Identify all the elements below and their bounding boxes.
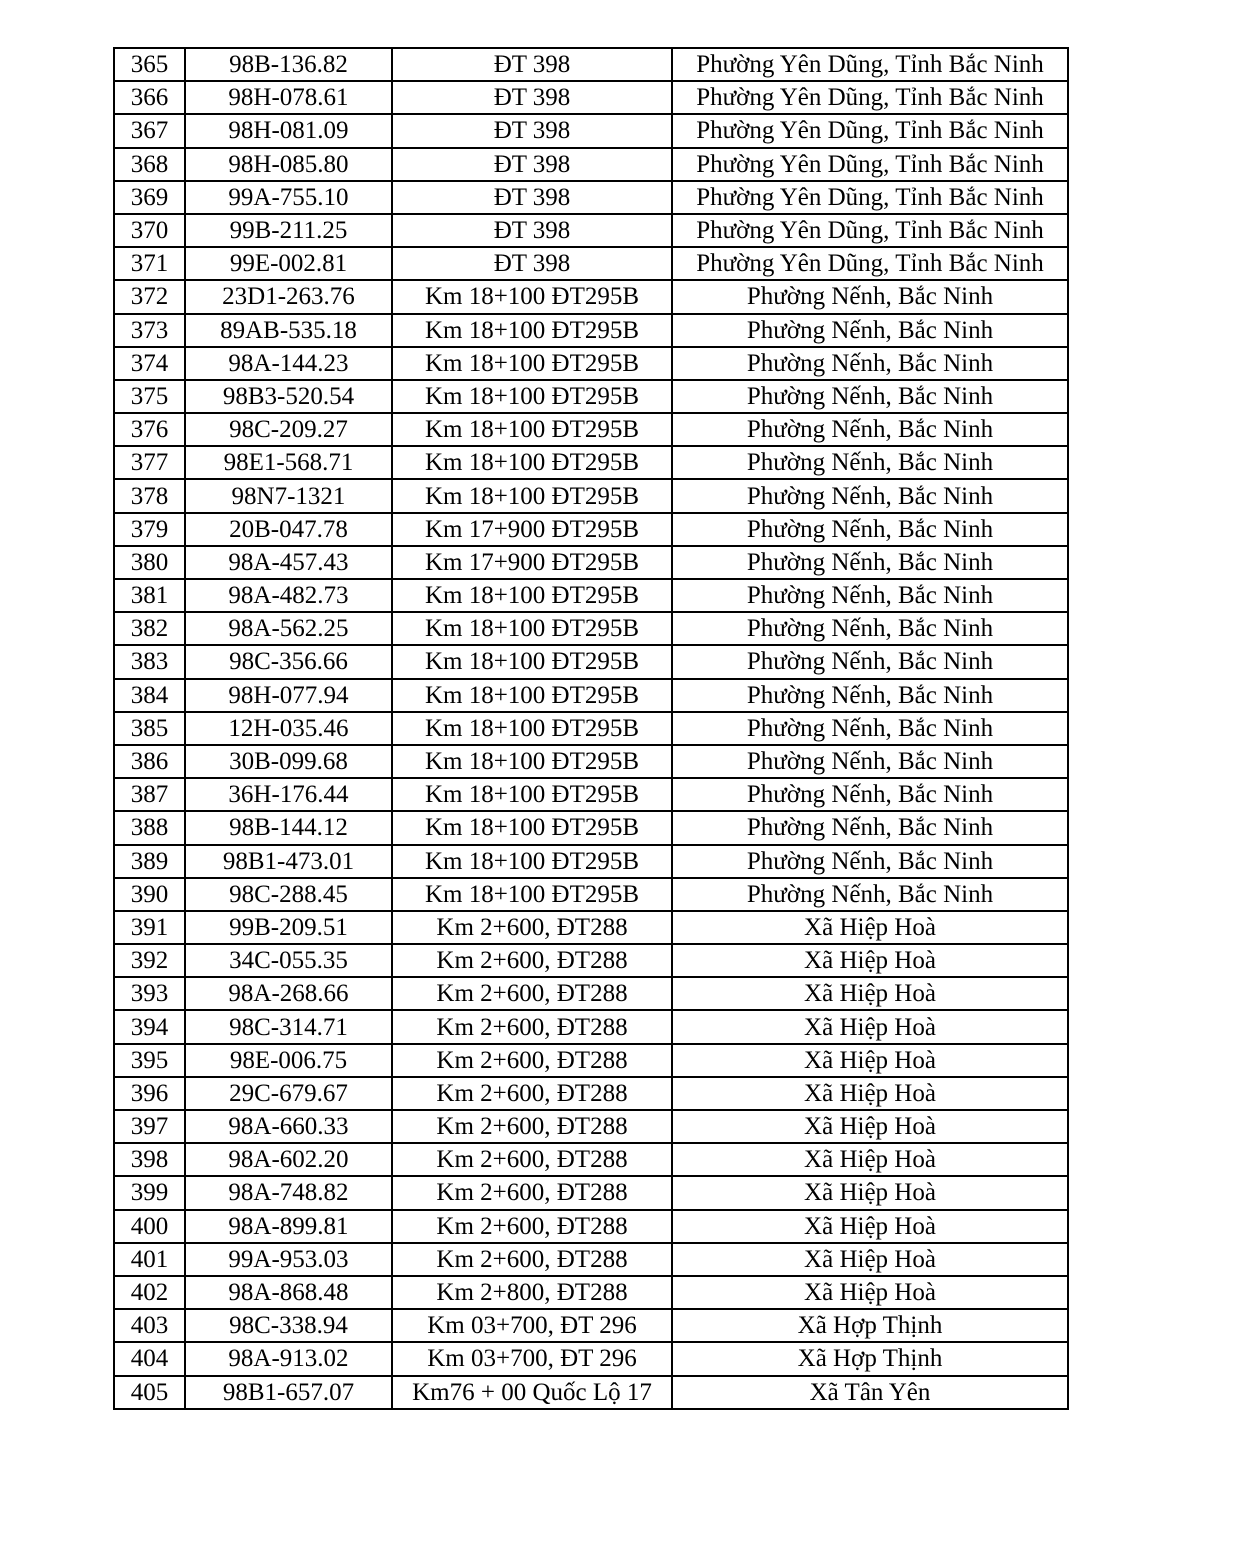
- license-plate-cell: 98C-338.94: [185, 1309, 392, 1342]
- license-plate-cell: 98C-356.66: [185, 645, 392, 678]
- license-plate-cell: 99A-953.03: [185, 1243, 392, 1276]
- row-number-cell: 377: [114, 446, 185, 479]
- table-row: [114, 1342, 1068, 1375]
- row-number-cell: 404: [114, 1342, 185, 1375]
- violation-location-cell: Km 2+600, ĐT288: [392, 1044, 672, 1077]
- administrative-unit-cell: Xã Hiệp Hoà: [672, 1077, 1068, 1110]
- violation-location-cell: Km 18+100 ĐT295B: [392, 413, 672, 446]
- violation-location-cell: Km 18+100 ĐT295B: [392, 280, 672, 313]
- violation-location-cell: Km 2+600, ĐT288: [392, 944, 672, 977]
- row-number-cell: 381: [114, 579, 185, 612]
- row-number-cell: 375: [114, 380, 185, 413]
- row-number-cell: 365: [114, 48, 185, 81]
- violation-location-cell: Km 17+900 ĐT295B: [392, 546, 672, 579]
- row-number-cell: 376: [114, 413, 185, 446]
- row-number-cell: 402: [114, 1276, 185, 1309]
- violation-location-cell: ĐT 398: [392, 181, 672, 214]
- violation-location-cell: ĐT 398: [392, 114, 672, 147]
- row-number-cell: 403: [114, 1309, 185, 1342]
- table-row: [114, 280, 1068, 313]
- administrative-unit-cell: Xã Hiệp Hoà: [672, 1276, 1068, 1309]
- table-row: [114, 878, 1068, 911]
- license-plate-cell: 98A-562.25: [185, 612, 392, 645]
- table-row: [114, 679, 1068, 712]
- row-number-cell: 372: [114, 280, 185, 313]
- table-row: [114, 1044, 1068, 1077]
- administrative-unit-cell: Phường Nếnh, Bắc Ninh: [672, 513, 1068, 546]
- row-number-cell: 368: [114, 148, 185, 181]
- license-plate-cell: 99A-755.10: [185, 181, 392, 214]
- violation-location-cell: Km76 + 00 Quốc Lộ 17: [392, 1376, 672, 1409]
- violation-location-cell: Km 2+800, ĐT288: [392, 1276, 672, 1309]
- license-plate-cell: 99E-002.81: [185, 247, 392, 280]
- administrative-unit-cell: Phường Nếnh, Bắc Ninh: [672, 380, 1068, 413]
- table-row: [114, 546, 1068, 579]
- table-row: [114, 413, 1068, 446]
- table-row: [114, 977, 1068, 1010]
- table-row: [114, 778, 1068, 811]
- violation-location-cell: Km 17+900 ĐT295B: [392, 513, 672, 546]
- row-number-cell: 387: [114, 778, 185, 811]
- table-row: [114, 81, 1068, 114]
- table-row: [114, 148, 1068, 181]
- license-plate-cell: 98H-085.80: [185, 148, 392, 181]
- administrative-unit-cell: Phường Nếnh, Bắc Ninh: [672, 314, 1068, 347]
- violation-location-cell: Km 18+100 ĐT295B: [392, 479, 672, 512]
- table-row: [114, 48, 1068, 81]
- violation-location-cell: Km 2+600, ĐT288: [392, 1077, 672, 1110]
- administrative-unit-cell: Phường Nếnh, Bắc Ninh: [672, 413, 1068, 446]
- administrative-unit-cell: Phường Yên Dũng, Tỉnh Bắc Ninh: [672, 181, 1068, 214]
- license-plate-cell: 89AB-535.18: [185, 314, 392, 347]
- administrative-unit-cell: Phường Yên Dũng, Tỉnh Bắc Ninh: [672, 148, 1068, 181]
- administrative-unit-cell: Xã Hiệp Hoà: [672, 1044, 1068, 1077]
- violation-location-cell: Km 18+100 ĐT295B: [392, 811, 672, 844]
- table-row: [114, 1110, 1068, 1143]
- table-row: [114, 579, 1068, 612]
- table-row: [114, 944, 1068, 977]
- administrative-unit-cell: Xã Hợp Thịnh: [672, 1342, 1068, 1375]
- administrative-unit-cell: Xã Hiệp Hoà: [672, 1243, 1068, 1276]
- license-plate-cell: 29C-679.67: [185, 1077, 392, 1110]
- row-number-cell: 388: [114, 811, 185, 844]
- table-row: [114, 1309, 1068, 1342]
- administrative-unit-cell: Xã Tân Yên: [672, 1376, 1068, 1409]
- administrative-unit-cell: Xã Hiệp Hoà: [672, 911, 1068, 944]
- violation-location-cell: Km 2+600, ĐT288: [392, 1210, 672, 1243]
- violation-location-cell: Km 2+600, ĐT288: [392, 911, 672, 944]
- row-number-cell: 378: [114, 479, 185, 512]
- violation-location-cell: Km 18+100 ĐT295B: [392, 745, 672, 778]
- table-row: [114, 911, 1068, 944]
- violation-location-cell: ĐT 398: [392, 214, 672, 247]
- administrative-unit-cell: Xã Hiệp Hoà: [672, 1010, 1068, 1043]
- table-row: [114, 1210, 1068, 1243]
- table-row: [114, 745, 1068, 778]
- table-row: [114, 347, 1068, 380]
- table-row: [114, 247, 1068, 280]
- license-plate-cell: 98E-006.75: [185, 1044, 392, 1077]
- license-plate-cell: 98B-136.82: [185, 48, 392, 81]
- violation-location-cell: ĐT 398: [392, 81, 672, 114]
- violation-location-cell: Km 18+100 ĐT295B: [392, 778, 672, 811]
- document-page: [113, 47, 1069, 1410]
- license-plate-cell: 98H-077.94: [185, 679, 392, 712]
- row-number-cell: 397: [114, 1110, 185, 1143]
- violation-location-cell: Km 2+600, ĐT288: [392, 1243, 672, 1276]
- table-row: [114, 811, 1068, 844]
- license-plate-cell: 98A-748.82: [185, 1176, 392, 1209]
- violation-location-cell: Km 18+100 ĐT295B: [392, 679, 672, 712]
- row-number-cell: 366: [114, 81, 185, 114]
- administrative-unit-cell: Phường Nếnh, Bắc Ninh: [672, 745, 1068, 778]
- row-number-cell: 369: [114, 181, 185, 214]
- table-row: [114, 479, 1068, 512]
- row-number-cell: 383: [114, 645, 185, 678]
- table-row: [114, 181, 1068, 214]
- administrative-unit-cell: Xã Hiệp Hoà: [672, 1110, 1068, 1143]
- administrative-unit-cell: Phường Nếnh, Bắc Ninh: [672, 280, 1068, 313]
- license-plate-cell: 30B-099.68: [185, 745, 392, 778]
- license-plate-cell: 98H-078.61: [185, 81, 392, 114]
- violation-location-cell: Km 18+100 ĐT295B: [392, 712, 672, 745]
- violation-location-cell: Km 18+100 ĐT295B: [392, 380, 672, 413]
- license-plate-cell: 98B1-657.07: [185, 1376, 392, 1409]
- license-plate-cell: 98C-288.45: [185, 878, 392, 911]
- violation-location-cell: Km 03+700, ĐT 296: [392, 1309, 672, 1342]
- license-plate-cell: 98A-482.73: [185, 579, 392, 612]
- table-row: [114, 114, 1068, 147]
- violation-location-cell: Km 18+100 ĐT295B: [392, 645, 672, 678]
- row-number-cell: 395: [114, 1044, 185, 1077]
- row-number-cell: 394: [114, 1010, 185, 1043]
- table-row: [114, 845, 1068, 878]
- violation-location-cell: Km 2+600, ĐT288: [392, 1110, 672, 1143]
- administrative-unit-cell: Phường Nếnh, Bắc Ninh: [672, 778, 1068, 811]
- license-plate-cell: 98B-144.12: [185, 811, 392, 844]
- table-row: [114, 612, 1068, 645]
- administrative-unit-cell: Phường Yên Dũng, Tỉnh Bắc Ninh: [672, 247, 1068, 280]
- row-number-cell: 398: [114, 1143, 185, 1176]
- license-plate-cell: 98A-268.66: [185, 977, 392, 1010]
- administrative-unit-cell: Phường Nếnh, Bắc Ninh: [672, 679, 1068, 712]
- administrative-unit-cell: Phường Nếnh, Bắc Ninh: [672, 479, 1068, 512]
- administrative-unit-cell: Xã Hiệp Hoà: [672, 977, 1068, 1010]
- violation-location-cell: Km 18+100 ĐT295B: [392, 612, 672, 645]
- table-row: [114, 1243, 1068, 1276]
- license-plate-cell: 98B3-520.54: [185, 380, 392, 413]
- violation-location-cell: ĐT 398: [392, 48, 672, 81]
- table-row: [114, 1276, 1068, 1309]
- administrative-unit-cell: Xã Hợp Thịnh: [672, 1309, 1068, 1342]
- table-row: [114, 712, 1068, 745]
- row-number-cell: 373: [114, 314, 185, 347]
- row-number-cell: 379: [114, 513, 185, 546]
- license-plate-cell: 99B-211.25: [185, 214, 392, 247]
- table-row: [114, 446, 1068, 479]
- license-plate-cell: 98A-144.23: [185, 347, 392, 380]
- table-row: [114, 1010, 1068, 1043]
- table-row: [114, 1077, 1068, 1110]
- license-plate-cell: 98C-314.71: [185, 1010, 392, 1043]
- license-plate-cell: 20B-047.78: [185, 513, 392, 546]
- license-plate-cell: 98H-081.09: [185, 114, 392, 147]
- license-plate-cell: 98A-868.48: [185, 1276, 392, 1309]
- license-plate-cell: 98A-457.43: [185, 546, 392, 579]
- table-body: [114, 48, 1068, 1409]
- license-plate-cell: 98B1-473.01: [185, 845, 392, 878]
- license-plate-cell: 98E1-568.71: [185, 446, 392, 479]
- violation-location-cell: Km 2+600, ĐT288: [392, 1143, 672, 1176]
- administrative-unit-cell: Phường Nếnh, Bắc Ninh: [672, 878, 1068, 911]
- administrative-unit-cell: Phường Nếnh, Bắc Ninh: [672, 845, 1068, 878]
- violation-location-cell: Km 18+100 ĐT295B: [392, 878, 672, 911]
- violations-table: [113, 47, 1069, 1410]
- table-row: [114, 513, 1068, 546]
- row-number-cell: 393: [114, 977, 185, 1010]
- administrative-unit-cell: Xã Hiệp Hoà: [672, 1176, 1068, 1209]
- license-plate-cell: 98A-899.81: [185, 1210, 392, 1243]
- violation-location-cell: Km 18+100 ĐT295B: [392, 347, 672, 380]
- row-number-cell: 382: [114, 612, 185, 645]
- row-number-cell: 392: [114, 944, 185, 977]
- administrative-unit-cell: Phường Nếnh, Bắc Ninh: [672, 347, 1068, 380]
- row-number-cell: 386: [114, 745, 185, 778]
- administrative-unit-cell: Phường Nếnh, Bắc Ninh: [672, 446, 1068, 479]
- administrative-unit-cell: Xã Hiệp Hoà: [672, 1210, 1068, 1243]
- row-number-cell: 389: [114, 845, 185, 878]
- row-number-cell: 396: [114, 1077, 185, 1110]
- violation-location-cell: Km 2+600, ĐT288: [392, 1010, 672, 1043]
- administrative-unit-cell: Phường Nếnh, Bắc Ninh: [672, 546, 1068, 579]
- row-number-cell: 400: [114, 1210, 185, 1243]
- row-number-cell: 390: [114, 878, 185, 911]
- violation-location-cell: Km 2+600, ĐT288: [392, 977, 672, 1010]
- row-number-cell: 385: [114, 712, 185, 745]
- row-number-cell: 371: [114, 247, 185, 280]
- table-row: [114, 1376, 1068, 1409]
- violation-location-cell: Km 18+100 ĐT295B: [392, 845, 672, 878]
- violation-location-cell: Km 03+700, ĐT 296: [392, 1342, 672, 1375]
- administrative-unit-cell: Xã Hiệp Hoà: [672, 1143, 1068, 1176]
- license-plate-cell: 23D1-263.76: [185, 280, 392, 313]
- administrative-unit-cell: Phường Nếnh, Bắc Ninh: [672, 645, 1068, 678]
- table-row: [114, 214, 1068, 247]
- row-number-cell: 374: [114, 347, 185, 380]
- administrative-unit-cell: Phường Yên Dũng, Tỉnh Bắc Ninh: [672, 114, 1068, 147]
- administrative-unit-cell: Phường Yên Dũng, Tỉnh Bắc Ninh: [672, 81, 1068, 114]
- violation-location-cell: Km 18+100 ĐT295B: [392, 579, 672, 612]
- license-plate-cell: 12H-035.46: [185, 712, 392, 745]
- table-row: [114, 314, 1068, 347]
- row-number-cell: 384: [114, 679, 185, 712]
- row-number-cell: 370: [114, 214, 185, 247]
- license-plate-cell: 98A-660.33: [185, 1110, 392, 1143]
- table-row: [114, 380, 1068, 413]
- table-row: [114, 1143, 1068, 1176]
- license-plate-cell: 99B-209.51: [185, 911, 392, 944]
- license-plate-cell: 98N7-1321: [185, 479, 392, 512]
- row-number-cell: 405: [114, 1376, 185, 1409]
- license-plate-cell: 98A-913.02: [185, 1342, 392, 1375]
- administrative-unit-cell: Phường Yên Dũng, Tỉnh Bắc Ninh: [672, 48, 1068, 81]
- administrative-unit-cell: Phường Nếnh, Bắc Ninh: [672, 579, 1068, 612]
- table-row: [114, 1176, 1068, 1209]
- violation-location-cell: Km 18+100 ĐT295B: [392, 314, 672, 347]
- violation-location-cell: Km 2+600, ĐT288: [392, 1176, 672, 1209]
- license-plate-cell: 36H-176.44: [185, 778, 392, 811]
- row-number-cell: 367: [114, 114, 185, 147]
- license-plate-cell: 34C-055.35: [185, 944, 392, 977]
- table-row: [114, 645, 1068, 678]
- violation-location-cell: ĐT 398: [392, 148, 672, 181]
- violation-location-cell: Km 18+100 ĐT295B: [392, 446, 672, 479]
- row-number-cell: 401: [114, 1243, 185, 1276]
- administrative-unit-cell: Phường Yên Dũng, Tỉnh Bắc Ninh: [672, 214, 1068, 247]
- administrative-unit-cell: Phường Nếnh, Bắc Ninh: [672, 612, 1068, 645]
- administrative-unit-cell: Phường Nếnh, Bắc Ninh: [672, 712, 1068, 745]
- administrative-unit-cell: Xã Hiệp Hoà: [672, 944, 1068, 977]
- administrative-unit-cell: Phường Nếnh, Bắc Ninh: [672, 811, 1068, 844]
- violation-location-cell: ĐT 398: [392, 247, 672, 280]
- license-plate-cell: 98A-602.20: [185, 1143, 392, 1176]
- row-number-cell: 399: [114, 1176, 185, 1209]
- license-plate-cell: 98C-209.27: [185, 413, 392, 446]
- row-number-cell: 391: [114, 911, 185, 944]
- row-number-cell: 380: [114, 546, 185, 579]
